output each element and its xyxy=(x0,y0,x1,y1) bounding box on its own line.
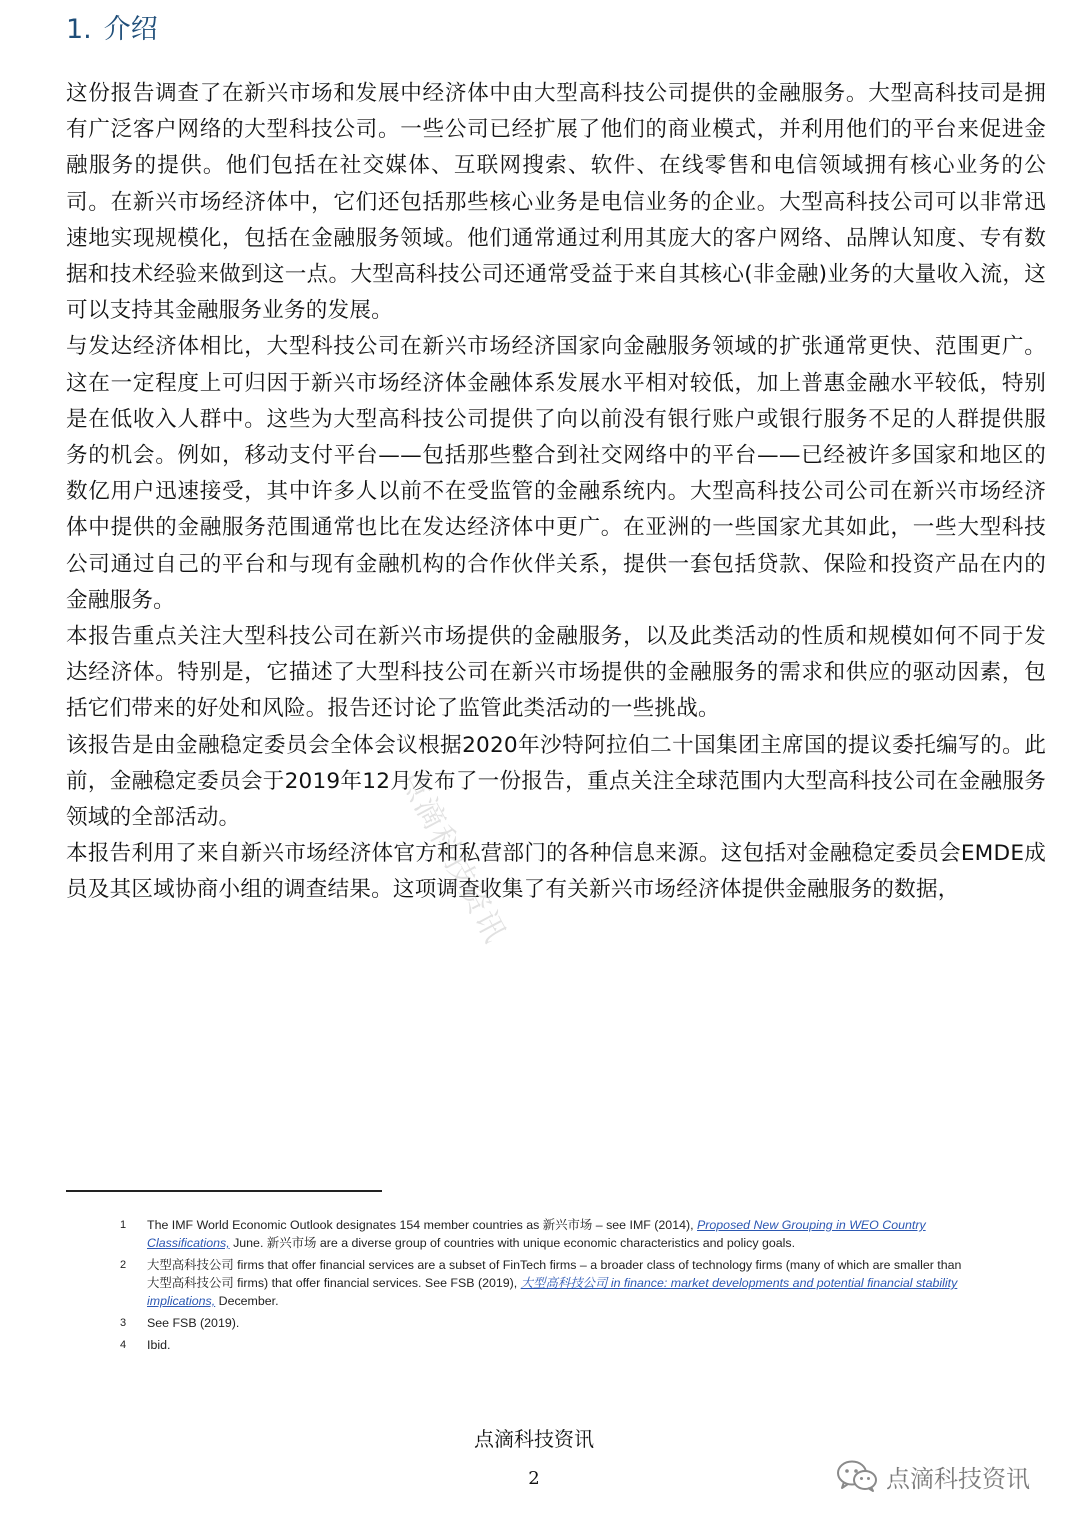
footnote xyxy=(66,1256,966,1310)
body-text xyxy=(66,76,1046,909)
footnote xyxy=(66,1336,966,1354)
footnote xyxy=(66,1314,966,1332)
footnote-text: See FSB (2019). xyxy=(147,1316,240,1330)
footnote-number: 2 xyxy=(120,1259,127,1271)
footnote-text-part: June. 新兴市场 are a diverse group of countries with unique economic characteristics and policy goals. xyxy=(229,1236,796,1250)
section-heading xyxy=(66,12,158,48)
wechat-watermark xyxy=(836,1456,1030,1496)
footnote-text-part: December. xyxy=(215,1294,279,1308)
footnote-text: Ibid. xyxy=(147,1338,171,1352)
footnote-text-part: The IMF World Economic Outlook designates 154 member countries as 新兴市场 – see IMF (2014), xyxy=(147,1218,697,1232)
paragraph: 与发达经济体相比，大型科技公司在新兴市场经济国家向金融服务领域的扩张通常更快、范围更广。这在一定程度上可归因于新兴市场经济体金融体系发展水平相对较低，加上普惠金融水平较低，特别是在低收入人群中。这些为大型高科技公司提供了向以前没有银行账户或银行服务不足的人群提供服务的机会。例如，移动支付平台——包括那些整合到社交网络中的平台——已经被许多国家和地区的数亿用户迅速接受，其中许多人以前不在受监管的金融系统内。大型高科技公司公司在新兴市场经济体中提供的金融服务范围通常也比在发达经济体中更广。在亚洲的一些国家尤其如此，一些大型科技公司通过自己的平台和与现有金融机构的合作伙伴关系，提供一套包括贷款、保险和投资产品在内的金融服务。 xyxy=(66,334,1046,613)
footer-source-name: 点滴科技资讯 xyxy=(474,1427,594,1451)
footnote-number: 1 xyxy=(120,1219,127,1231)
footnote-number: 3 xyxy=(120,1317,127,1329)
paragraph: 本报告重点关注大型科技公司在新兴市场提供的金融服务，以及此类活动的性质和规模如何不同于发达经济体。特别是，它描述了大型科技公司在新兴市场提供的金融服务的需求和供应的驱动因素，包括它们带来的好处和风险。报告还讨论了监管此类活动的一些挑战。 xyxy=(66,624,1046,722)
footnote-link[interactable]: 大型高科技公司 in finance: market developments and potential financial stability implications, xyxy=(147,1276,958,1308)
footnote xyxy=(66,1216,966,1252)
page-number: 2 xyxy=(528,1468,540,1489)
diagonal-watermark: 点滴科技资讯 xyxy=(392,763,514,950)
footnote-link[interactable]: Proposed New Grouping in WEO Country Classifications, xyxy=(147,1218,926,1250)
wechat-account-name: 点滴科技资讯 xyxy=(886,1464,1030,1493)
footnote-text xyxy=(147,1216,966,1252)
section-title: 介绍 xyxy=(103,14,158,45)
paragraph: 本报告利用了来自新兴市场经济体官方和私营部门的各种信息来源。这包括对金融稳定委员会EMDE成员及其区域协商小组的调查结果。这项调查收集了有关新兴市场经济体提供金融服务的数据， xyxy=(66,841,1046,903)
wechat-icon xyxy=(836,1459,878,1493)
footnote-text xyxy=(147,1256,966,1310)
paragraph: 这份报告调查了在新兴市场和发展中经济体中由大型高科技公司提供的金融服务。大型高科技司是拥有广泛客户网络的大型科技公司。一些公司已经扩展了他们的商业模式，并利用他们的平台来促进金融服务的提供。他们包括在社交媒体、互联网搜索、软件、在线零售和电信领域拥有核心业务的公司。在新兴市场经济体中，它们还包括那些核心业务是电信业务的企业。大型高科技公司可以非常迅速地实现规模化，包括在金融服务领域。他们通常通过利用其庞大的客户网络、品牌认知度、专有数据和技术经验来做到这一点。大型高科技公司还通常受益于来自其核心(非金融)业务的大量收入流，这可以支持其金融服务业务的发展。 xyxy=(66,81,1046,324)
paragraph: 该报告是由金融稳定委员会全体会议根据2020年沙特阿拉伯二十国集团主席国的提议委托编写的。此前，金融稳定委员会于2019年12月发布了一份报告，重点关注全球范围内大型高科技公司在金融服务领域的全部活动。 xyxy=(66,732,1046,831)
section-number: 1. xyxy=(66,14,92,45)
footnote-number: 4 xyxy=(120,1339,127,1351)
footnote-text-part: 大型高科技公司 firms that offer financial services are a subset of FinTech firms – a broader class of technology firms (many of which are smaller than 大型高科技公司 firms) that offer financial services. See FSB (2019), xyxy=(147,1258,962,1290)
footnotes xyxy=(66,1216,966,1358)
footnote-separator xyxy=(66,1190,382,1192)
